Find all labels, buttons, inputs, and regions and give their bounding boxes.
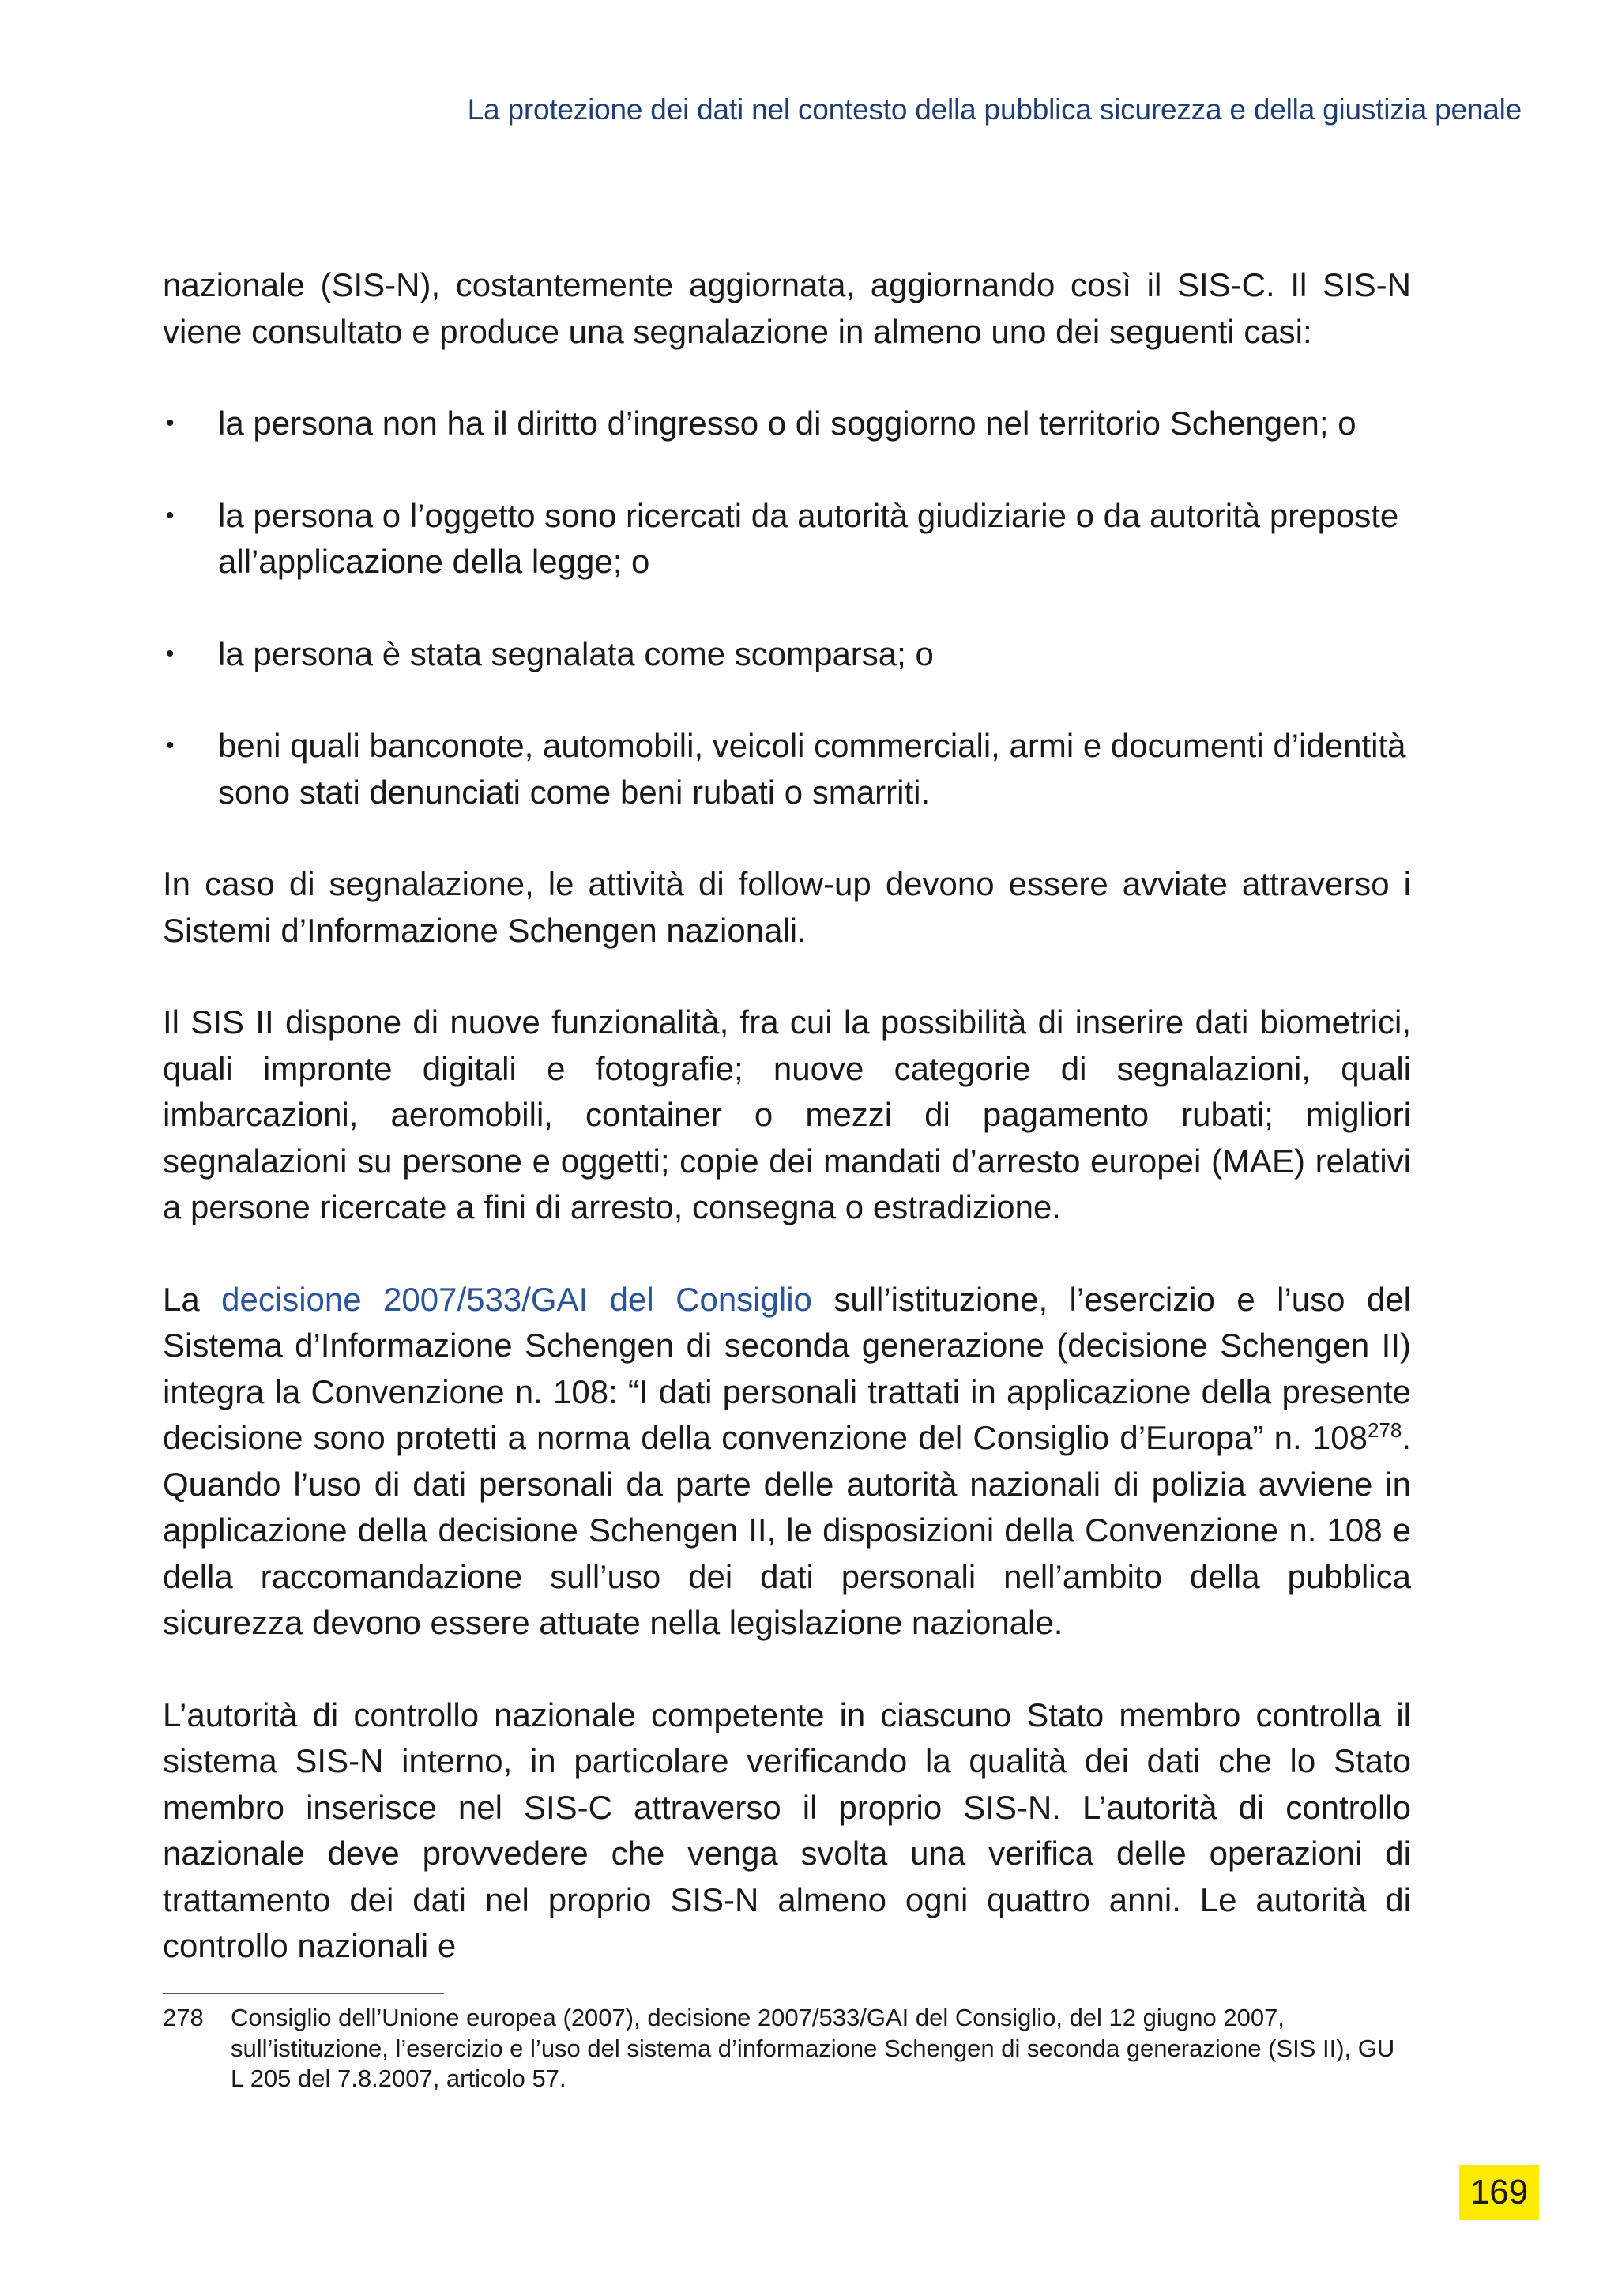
decision-text-a: sull’istituzione, l’esercizio e l’uso del Sistema d’Informazione Schengen di seconda generazione (decisione Schengen II) integra la Convenzione n. 108: “I dati personali trattati in applicazione della presente decisione sono protetti a norma della convenzione del Consiglio d’Europa” n. 108 [163,1280,1412,1456]
decision-link[interactable]: decisione 2007/533/GAI del Consiglio [221,1280,812,1318]
paragraph-sis2: Il SIS II dispone di nuove funzionalità, fra cui la possibilità di inserire dati biometrici, quali impronte digitali e fotografie; nuove categorie di segnalazioni, quali imbarcazioni, aeromobili, container o mezzi di pagamento rubati; migliori segnalazioni su persone e oggetti; copie dei mandati d’arresto europei (MAE) relativi a persone ricercate a fini di arresto, consegna o estradizione. [163,1003,1411,1225]
bullet-item [163,631,1411,678]
footnote-number: 278 [163,2004,204,2031]
footnote-text: Consiglio dell’Unione europea (2007), decisione 2007/533/GAI del Consiglio, del 12 giugno 2007, sull’istituzione, l’esercizio e l’uso del sistema d’informazione Schengen di seconda generazione (SIS II), GU L 205 del 7.8.2007, articolo 57. [231,2004,1395,2092]
bullet-item-text: la persona non ha il diritto d’ingresso o di soggiorno nel territorio Schengen; o [218,405,1356,442]
bullet-dot-icon: • [166,502,175,529]
bullet-dot-icon: • [166,640,175,667]
paragraph-authority: L’autorità di controllo nazionale competente in ciascuno Stato membro controlla il sistema SIS-N interno, in particolare verificando la qualità dei dati che lo Stato membro inserisce nel SIS-C attraverso il proprio SIS-N. L’autorità di controllo nazionale deve provvedere che venga svolta una verifica delle operazioni di trattamento dei dati nel proprio SIS-N almeno ogni quattro anni. Le autorità di controllo nazionali e [163,1696,1411,1964]
footnote [163,2003,1395,2095]
main-content [163,262,1411,1970]
bullet-list [163,401,1411,815]
decision-text-b: . Quando l’uso di dati personali da parte delle autorità nazionali di polizia avviene in applicazione della decisione Schengen II, le disposizioni della Convenzione n. 108 e della raccomandazione sull’uso dei dati personali nell’ambito della pubblica sicurezza devono essere attuate nella legislazione nazionale. [163,1419,1411,1641]
bullet-item-text: beni quali banconote, automobili, veicoli commerciali, armi e documenti d’identità sono stati denunciati come beni rubati o smarriti. [218,727,1406,811]
page-number-badge: 169 [1459,2165,1539,2220]
bullet-dot-icon: • [166,732,175,758]
paragraph-followup: In caso di segnalazione, le attività di follow-up devono essere avviate attraverso i Sistemi d’Informazione Schengen nazionali. [163,865,1411,949]
bullet-item [163,723,1411,815]
bullet-item [163,493,1411,585]
bullet-item-text: la persona è stata segnalata come scomparsa; o [218,634,934,672]
bullet-dot-icon: • [166,410,175,436]
decision-prefix: La [163,1280,222,1318]
bullet-item [163,401,1411,447]
footnote-divider [163,1993,444,1994]
bullet-item-text: la persona o l’oggetto sono ricercati da autorità giudiziarie o da autorità preposte all’applicazione della legge; o [218,496,1399,580]
footnote-ref[interactable]: 278 [1367,1418,1402,1442]
paragraph-decision [163,1277,1411,1647]
paragraph-intro: nazionale (SIS-N), costantemente aggiornata, aggiornando così il SIS-C. Il SIS-N viene consultato e produce una segnalazione in almeno uno dei seguenti casi: [163,266,1411,350]
running-header: La protezione dei dati nel contesto della pubblica sicurezza e della giustizia penale [467,93,1522,126]
